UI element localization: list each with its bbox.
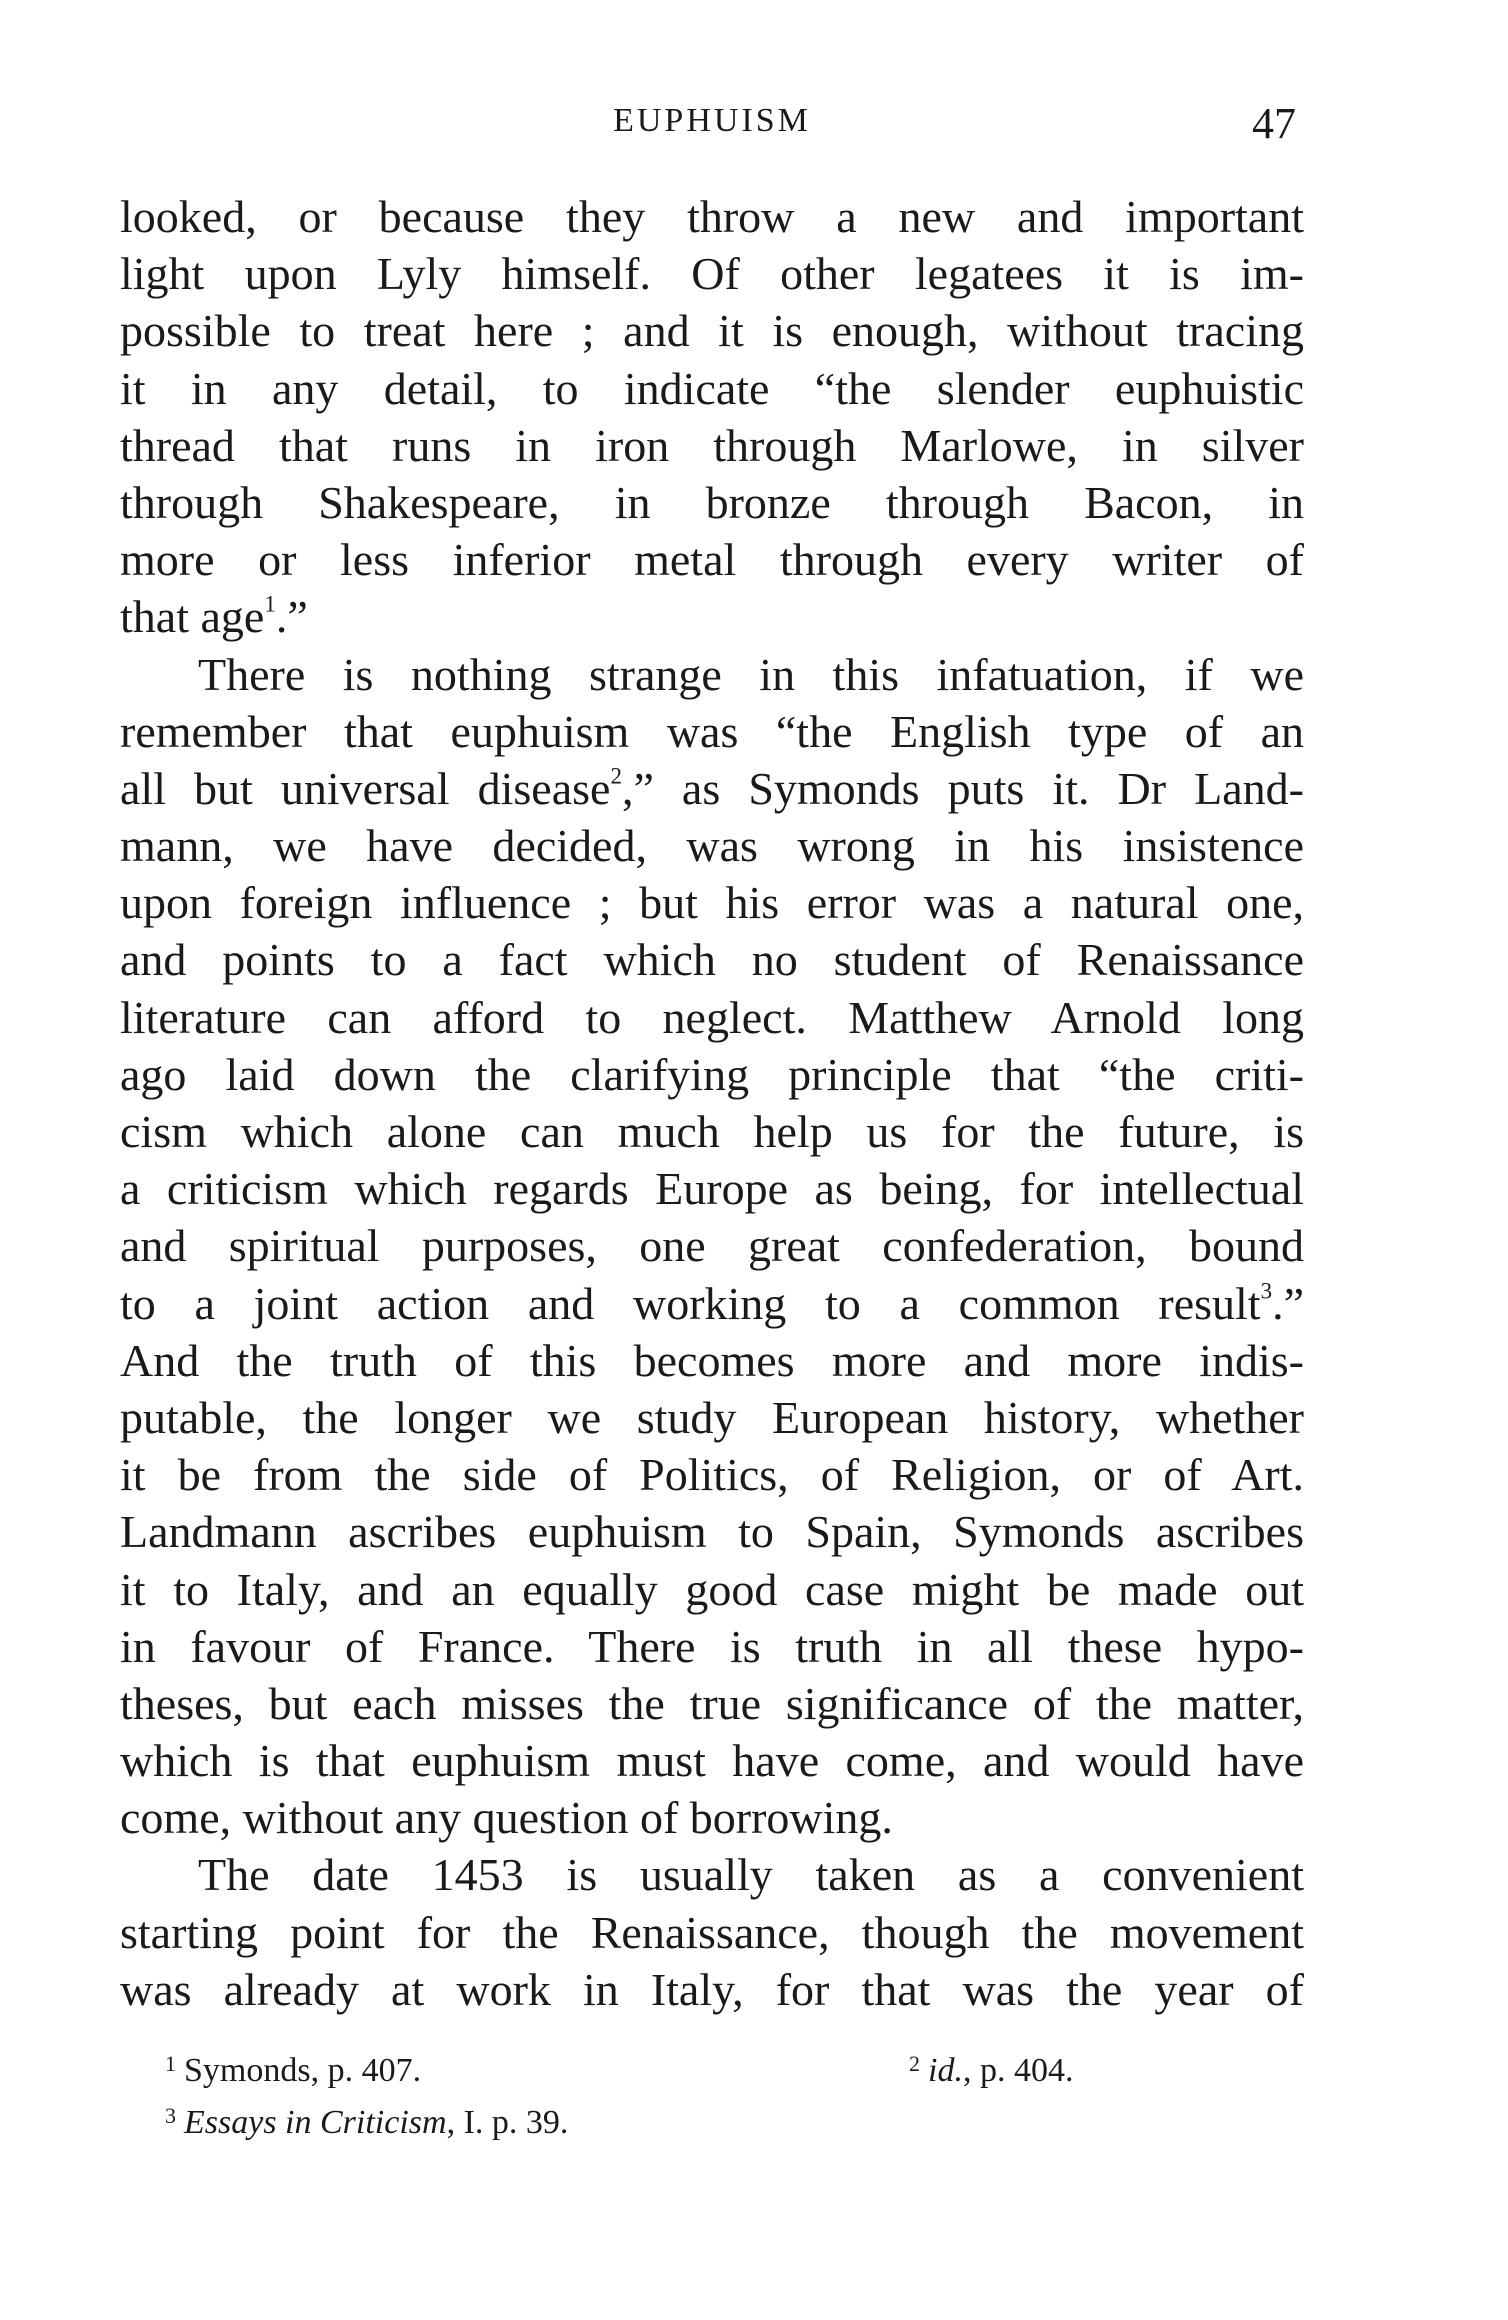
text-line: and points to a fact which no student of Renaissance: [120, 934, 1304, 986]
paragraph: [120, 646, 1304, 1847]
text-line: which is that euphuism must have come, and would have: [120, 1735, 1304, 1787]
text-line: literature can afford to neglect. Matthew Arnold long: [120, 991, 1304, 1043]
text-line: starting point for the Renaissance, though the movement: [120, 1906, 1304, 1958]
text-line: in favour of France. There is truth in all these hypo-: [120, 1620, 1304, 1672]
page-header: [120, 92, 1304, 148]
line-text: ,” as Symonds puts it. Dr Land-: [621, 762, 1304, 814]
text-line: Landmann ascribes euphuism to Spain, Symonds ascribes: [120, 1506, 1304, 1558]
text-line: thread that runs in iron through Marlowe, in silver: [120, 419, 1304, 471]
text-line: remember that euphuism was “the English type of an: [120, 705, 1304, 757]
text-line: theses, but each misses the true significance of the matter,: [120, 1677, 1304, 1729]
footnote-row: [165, 2090, 1265, 2142]
page-number: 47: [1252, 99, 1296, 148]
footnote-text: , I. p. 39.: [446, 2104, 569, 2141]
line-text: .”: [275, 591, 308, 643]
text-line: And the truth of this becomes more and more indis-: [120, 1334, 1304, 1386]
text-line: upon foreign influence ; but his error was a natural one,: [120, 877, 1304, 929]
footnote-2: [909, 2038, 1073, 2097]
line-text: to a joint action and working to a common result: [120, 1277, 1261, 1329]
paragraph: [120, 188, 1304, 646]
footnote-text: , p. 404.: [962, 2052, 1074, 2089]
paragraph: [120, 1846, 1304, 2018]
text-line: [120, 588, 1304, 645]
text-line: more or less inferior metal through every writer of: [120, 534, 1304, 586]
text-line: cism which alone can much help us for the future, is: [120, 1106, 1304, 1157]
text-line: ago laid down the clarifying principle that “the criti-: [120, 1048, 1304, 1100]
text-line: it in any detail, to indicate “the slender euphuistic: [120, 362, 1304, 414]
text-line: come, without any question of borrowing.: [120, 1792, 893, 1844]
line-text: that age: [120, 591, 265, 643]
text-line: it be from the side of Politics, of Religion, or of Art.: [120, 1449, 1304, 1501]
text-line: light upon Lyly himself. Of other legatees it is im-: [120, 248, 1304, 300]
text-line: mann, we have decided, was wrong in his insistence: [120, 820, 1304, 872]
text-line: [120, 760, 1304, 817]
footnote-text: Symonds, p. 407.: [184, 2052, 422, 2089]
footnote-reference: 3: [1260, 1277, 1273, 1303]
footnote-mark: 1: [165, 2051, 176, 2076]
line-text: .”: [1272, 1277, 1304, 1329]
footnote-reference: 1: [264, 591, 276, 617]
body-text: [120, 188, 1304, 2018]
text-line: looked, or because they throw a new and important: [120, 191, 1304, 242]
footnote-3: [165, 2090, 568, 2149]
text-line: putable, the longer we study European history, whether: [120, 1391, 1304, 1443]
line-text: all but universal disease: [120, 762, 611, 814]
footnote-1: [165, 2038, 421, 2097]
text-line: and spiritual purposes, one great confederation, bound: [120, 1220, 1304, 1272]
text-line: The date 1453 is usually taken as a convenient: [198, 1849, 1304, 1901]
footnote-mark: 3: [165, 2103, 176, 2128]
footnote-reference: 2: [610, 763, 622, 789]
text-line: possible to treat here ; and it is enough, without tracing: [120, 305, 1304, 357]
text-line: a criticism which regards Europe as being, for intellectual: [120, 1163, 1304, 1215]
footnote-mark: 2: [909, 2051, 920, 2076]
footnotes: [165, 2038, 1265, 2142]
footnote-italic: id.: [928, 2052, 963, 2089]
running-head: EUPHUISM: [613, 102, 811, 139]
text-line: was already at work in Italy, for that was the year of: [120, 1963, 1304, 2015]
text-line: [120, 1275, 1304, 1332]
text-line: There is nothing strange in this infatuation, if we: [198, 648, 1304, 700]
text-line: through Shakespeare, in bronze through Bacon, in: [120, 476, 1304, 528]
footnote-row: [165, 2038, 1265, 2090]
footnote-italic: Essays in Criticism: [184, 2104, 447, 2141]
text-line: it to Italy, and an equally good case might be made out: [120, 1563, 1304, 1615]
